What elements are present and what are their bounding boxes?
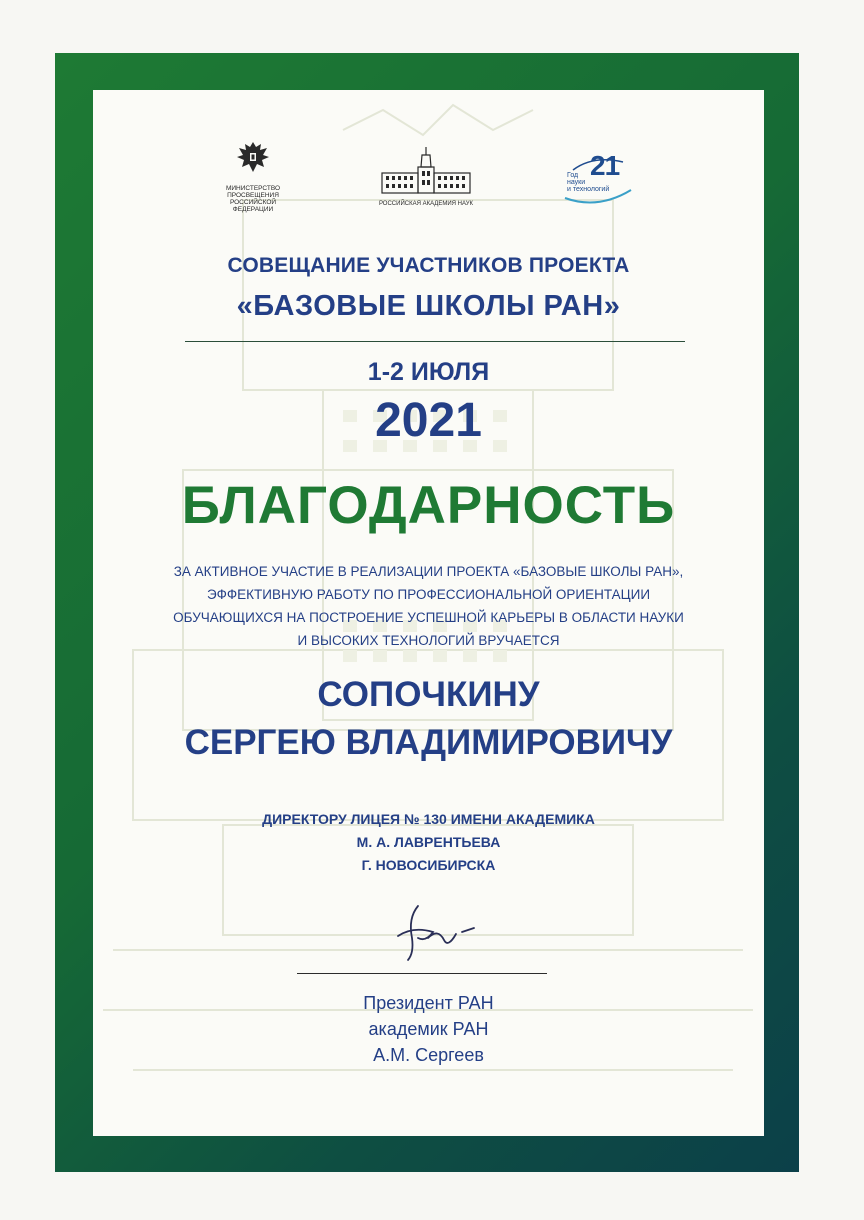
ministry-logo [213, 138, 293, 213]
ran-caption: РОССИЙСКАЯ АКАДЕМИЯ НАУК [378, 201, 474, 207]
recipient-position [93, 808, 764, 877]
recipient-surname: СОПОЧКИНУ [317, 675, 540, 714]
handwritten-signature [378, 898, 488, 968]
year-logo-caption-line: и технологий [567, 186, 610, 193]
year-logo-caption-line: Год [567, 172, 579, 179]
award-reason-line: ЗА АКТИВНОЕ УЧАСТИЕ В РЕАЛИЗАЦИИ ПРОЕКТА «БАЗОВЫЕ ШКОЛЫ РАН», [173, 564, 684, 579]
project-title: «БАЗОВЫЕ ШКОЛЫ РАН» [236, 290, 621, 322]
double-headed-eagle-icon [233, 138, 273, 178]
recipient-position-line: Г. НОВОСИБИРСКА [361, 857, 496, 873]
award-reason-line: ЭФФЕКТИВНУЮ РАБОТУ ПО ПРОФЕССИОНАЛЬНОЙ ОРИЕНТАЦИИ [206, 587, 651, 602]
signature-line [297, 973, 547, 974]
award-reason [93, 560, 764, 652]
ran-logo [376, 145, 476, 207]
award-title: БЛАГОДАРНОСТЬ [181, 476, 676, 535]
year-logo-caption [567, 172, 637, 193]
event-year: 2021 [375, 394, 482, 447]
ministry-caption-line: ФЕДЕРАЦИИ [232, 206, 274, 213]
academy-building-icon [376, 145, 476, 195]
meeting-title: СОВЕЩАНИЕ УЧАСТНИКОВ ПРОЕКТА [227, 254, 630, 277]
recipient-position-line: ДИРЕКТОРУ ЛИЦЕЯ № 130 ИМЕНИ АКАДЕМИКА [262, 811, 595, 827]
logo-row [93, 90, 764, 220]
year-of-science-logo [563, 150, 633, 210]
award-reason-line: ОБУЧАЮЩИХСЯ НА ПОСТРОЕНИЕ УСПЕШНОЙ КАРЬЕРЫ В ОБЛАСТИ НАУКИ [173, 610, 684, 625]
year-logo-caption-line: науки [567, 179, 586, 186]
ministry-caption [213, 185, 293, 213]
ministry-caption-line: РОССИЙСКОЙ [229, 199, 277, 206]
recipient-position-line: М. А. ЛАВРЕНТЬЕВА [356, 834, 501, 850]
ministry-caption-line: МИНИСТЕРСТВО [225, 185, 281, 192]
certificate-sheet [93, 90, 764, 1136]
signatory-name: А.М. Сергеев [373, 1045, 484, 1065]
award-reason-line: И ВЫСОКИХ ТЕХНОЛОГИЙ ВРУЧАЕТСЯ [297, 633, 560, 648]
recipient-given-names: СЕРГЕЮ ВЛАДИМИРОВИЧУ [184, 723, 673, 762]
signatory-block [93, 990, 764, 1068]
divider [185, 341, 685, 342]
event-date: 1-2 ИЮЛЯ [367, 358, 490, 386]
signatory-title: Президент РАН [363, 993, 494, 1013]
year-logo-number: 21 [590, 150, 620, 181]
ministry-caption-line: ПРОСВЕЩЕНИЯ [227, 192, 279, 199]
signatory-rank: академик РАН [368, 1019, 489, 1039]
